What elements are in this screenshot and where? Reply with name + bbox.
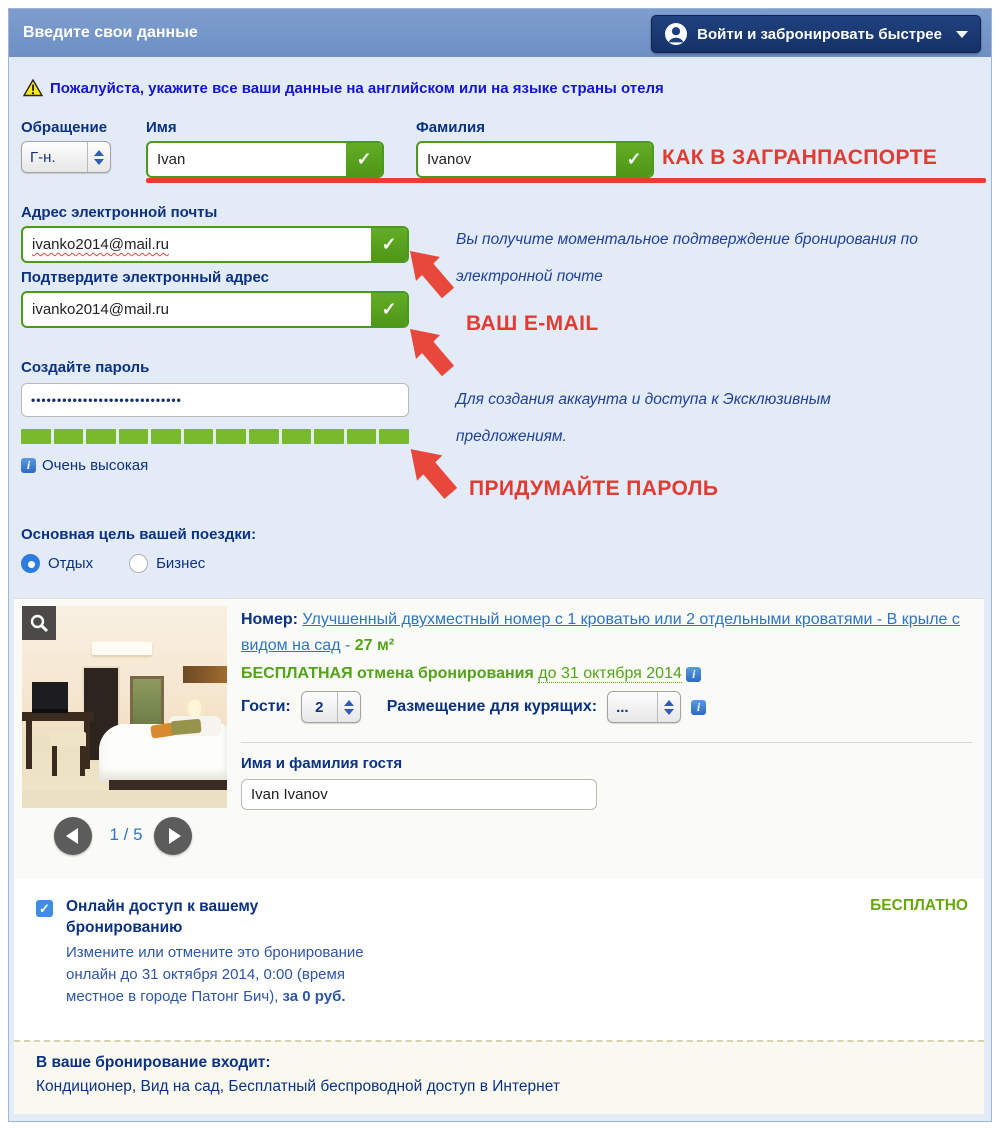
chevron-down-icon (956, 31, 968, 38)
first-name-input[interactable] (146, 141, 384, 178)
online-access-description (66, 942, 388, 1008)
trip-purpose-options (21, 554, 227, 573)
room-type-link[interactable]: Улучшенный двухместный номер с 1 кроватью или 2 отдельными кроватями - В крыле с видом на сад (241, 611, 960, 654)
zoom-photo-icon[interactable] (22, 606, 56, 640)
info-icon[interactable]: i (686, 667, 701, 682)
free-cancellation-label: БЕСПЛАТНАЯ отмена бронирования (241, 665, 534, 682)
email-input[interactable] (21, 226, 409, 263)
panel-header (9, 9, 991, 57)
trip-purpose-label: Основная цель вашей поездки: (21, 526, 257, 543)
valid-check-icon: ✓ (346, 143, 382, 176)
online-access-price: за 0 руб. (282, 988, 346, 1005)
cancellation-date[interactable]: до 31 октября 2014 (538, 665, 682, 682)
last-name-value: Ivanov (427, 151, 472, 168)
radio-business-label: Бизнес (156, 555, 206, 572)
includes-list: Кондиционер, Вид на сад, Бесплатный беспроводной доступ в Интернет (36, 1078, 560, 1095)
salutation-value: Г-н. (30, 148, 56, 166)
guest-name-input[interactable] (241, 779, 597, 810)
password-value: ••••••••••••••••••••••••••••• (31, 393, 182, 407)
online-access-card (14, 879, 984, 1040)
password-strength-row (21, 457, 148, 474)
smoking-label: Размещение для курящих: (386, 698, 598, 715)
guests-label: Гости: (241, 698, 291, 715)
carousel-prev-button[interactable] (54, 817, 92, 855)
info-icon[interactable]: i (21, 458, 36, 473)
guest-name-label: Имя и фамилия гостя (241, 755, 403, 772)
free-badge: БЕСПЛАТНО (870, 897, 968, 914)
stepper-arrows-icon (87, 142, 110, 172)
salutation-select[interactable] (21, 141, 111, 173)
first-name-label: Имя (146, 119, 177, 136)
email-note: Вы получите моментальное подтверждение бронирования по электронной почте (456, 231, 918, 285)
password-input[interactable] (21, 383, 409, 417)
annotation-email: ВАШ E-MAIL (466, 312, 599, 335)
email-confirm-label: Подтвердите электронный адрес (21, 269, 269, 286)
page-title: Введите свои данные (23, 24, 198, 41)
guests-select[interactable] (301, 691, 361, 723)
booking-details-panel (8, 8, 992, 1122)
smoking-select[interactable] (607, 691, 681, 723)
online-access-title: Онлайн доступ к вашему бронированию (66, 898, 259, 936)
annotation-password: ПРИДУМАЙТЕ ПАРОЛЬ (469, 477, 719, 500)
room-card (14, 598, 984, 881)
valid-check-icon: ✓ (371, 228, 407, 261)
annotation-passport: КАК В ЗАГРАНПАСПОРТЕ (662, 146, 938, 169)
salutation-label: Обращение (21, 119, 108, 136)
booking-includes-card (14, 1040, 984, 1114)
annotation-underline (146, 178, 986, 183)
room-photo[interactable] (22, 606, 227, 808)
guests-value: 2 (315, 698, 324, 716)
red-arrow-icon (407, 447, 465, 505)
smoking-value: ... (616, 698, 629, 716)
divider (241, 742, 972, 743)
room-label: Номер: (241, 611, 298, 628)
room-size: 27 м² (354, 637, 395, 654)
email-label: Адрес электронной почты (21, 204, 218, 221)
password-strength-text: Очень высокая (42, 457, 149, 474)
online-access-checkbox[interactable]: ✓ (36, 900, 53, 917)
last-name-label: Фамилия (416, 119, 485, 136)
email-confirm-value: ivanko2014@mail.ru (32, 301, 169, 318)
stepper-arrows-icon (337, 692, 360, 722)
guest-name-value: Ivan Ivanov (251, 786, 328, 803)
email-value: ivanko2014@mail.ru (32, 236, 169, 253)
room-info: Номер: Улучшенный двухместный номер с 1 кроватью или 2 отдельными кроватями - В крыле с видом на сад - 27 м² БЕСПЛАТНАЯ отмена бронирования до 31 октября 2014 i (241, 611, 960, 682)
radio-leisure-label: Отдых (48, 555, 94, 572)
warning-text: Пожалуйста, укажите все ваши данные на английском или на языке страны отеля (50, 79, 664, 97)
guests-row (241, 691, 706, 723)
carousel-count: 1 / 5 (109, 825, 143, 844)
includes-title: В ваше бронирование входит: (36, 1054, 271, 1071)
language-warning (23, 79, 664, 97)
photo-carousel (14, 817, 234, 857)
red-arrow-icon (408, 327, 460, 382)
online-access-description-text: Измените или отмените это бронирование онлайн до 31 октября 2014, 0:00 (время местное в городе Патонг Бич), (66, 944, 364, 1005)
password-label: Создайте пароль (21, 359, 150, 376)
radio-leisure[interactable] (21, 554, 40, 573)
warning-icon (23, 79, 43, 97)
valid-check-icon: ✓ (371, 293, 407, 326)
user-icon (664, 22, 688, 46)
email-confirm-input[interactable] (21, 291, 409, 328)
login-button-label: Войти и забронировать быстрее (697, 25, 942, 43)
login-button[interactable] (651, 15, 981, 53)
last-name-input[interactable] (416, 141, 654, 178)
radio-business[interactable] (129, 554, 148, 573)
stepper-arrows-icon (657, 692, 680, 722)
red-arrow-icon (408, 249, 460, 304)
first-name-value: Ivan (157, 151, 186, 168)
password-note: Для создания аккаунта и доступа к Эксклюзивным предложениям. (456, 391, 831, 445)
valid-check-icon: ✓ (616, 143, 652, 176)
info-icon[interactable]: i (691, 700, 706, 715)
password-strength-meter (21, 429, 409, 444)
carousel-next-button[interactable] (154, 817, 192, 855)
